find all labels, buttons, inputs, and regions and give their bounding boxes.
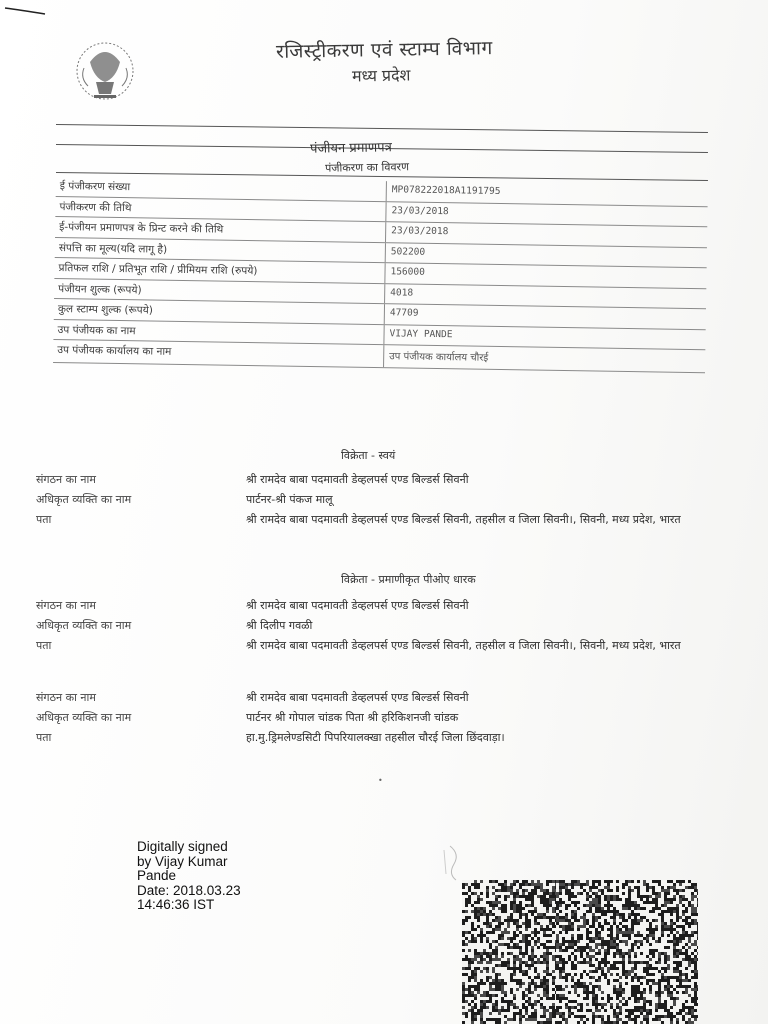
row-value: 502200 (390, 245, 426, 258)
row-label: पंजीकरण की तिथि (59, 200, 132, 214)
address-label: पता (36, 513, 52, 526)
party-heading: विक्रेता - प्रमाणीकृत पीओए धारक (341, 573, 476, 586)
registration-details-heading: पंजीकरण का विवरण (324, 160, 410, 175)
authorized-person-value: पार्टनर-श्री पंकज मालू (246, 493, 333, 506)
row-label: प्रतिफल राशि / प्रतिभूत राशि / प्रीमियम राशि (रुपये) (58, 262, 258, 278)
row-label: संपत्ति का मूल्य(यदि लागू है) (58, 241, 168, 256)
row-value: 23/03/2018 (391, 204, 449, 217)
authorized-person-value: पार्टनर श्री गोपाल चांडक पिता श्री हरिकिशनजी चांडक (246, 711, 459, 724)
row-label: ई पंजीकरण संख्या (59, 180, 131, 194)
authorized-person-label: अधिकृत व्यक्ति का नाम (36, 493, 132, 506)
column-divider (385, 243, 386, 263)
row-label: ई-पंजीयन प्रमाणपत्र के प्रिन्ट करने की तिथि (59, 221, 224, 236)
row-value: 156000 (390, 266, 425, 278)
address-value: श्री रामदेव बाबा पदमावती डेव्हलपर्स एण्ड बिल्डर्स सिवनी, तहसील व जिला सिवनी।, सिवनी, मध्य प्रदेश, भारत (246, 639, 681, 652)
column-divider (386, 181, 387, 201)
column-divider (384, 263, 385, 283)
row-label: पंजीयन शुल्क (रूपये) (58, 282, 142, 296)
org-name-value: श्री रामदेव बाबा पदमावती डेव्हलपर्स एण्ड बिल्डर्स सिवनी (246, 473, 469, 486)
scan-mark (0, 0, 60, 20)
address-label: पता (36, 731, 52, 744)
row-value: 47709 (389, 307, 419, 319)
org-name-value: श्री रामदेव बाबा पदमावती डेव्हलपर्स एण्ड बिल्डर्स सिवनी (246, 599, 469, 612)
row-label: उप पंजीयक का नाम (57, 323, 136, 337)
qr-code-icon (556, 880, 698, 1024)
page-dot: • (378, 776, 383, 785)
authorized-person-value: श्री दिलीप गवळी (246, 619, 313, 632)
column-divider (385, 222, 386, 242)
row-value: उप पंजीयक कार्यालय चौरई (389, 351, 489, 364)
row-value: 4018 (390, 286, 414, 299)
signature-time: 14:46:36 IST (137, 897, 215, 912)
column-divider (383, 345, 384, 367)
column-divider (385, 202, 386, 222)
party-heading: विक्रेता - स्वयं (341, 449, 396, 462)
column-divider (384, 284, 385, 304)
department-title: रजिस्ट्रीकरण एवं स्टाम्प विभाग (275, 37, 493, 63)
row-value: MP078222018A1191795 (391, 184, 501, 197)
row-value: 23/03/2018 (391, 225, 449, 238)
org-name-label: संगठन का नाम (36, 473, 96, 486)
address-value: श्री रामदेव बाबा पदमावती डेव्हलपर्स एण्ड बिल्डर्स सिवनी, तहसील व जिला सिवनी।, सिवनी, मध्य प्रदेश, भारत (246, 513, 681, 526)
org-name-label: संगठन का नाम (36, 599, 96, 612)
column-divider (383, 325, 384, 345)
org-name-label: संगठन का नाम (36, 691, 96, 704)
authorized-person-label: अधिकृत व्यक्ति का नाम (36, 711, 132, 724)
row-label: उप पंजीयक कार्यालय का नाम (57, 344, 172, 358)
signature-line: Digitally signed (137, 839, 228, 854)
digital-signature (137, 840, 241, 913)
certificate-title: पंजीयन प्रमाणपत्र (309, 140, 392, 157)
org-name-value: श्री रामदेव बाबा पदमावती डेव्हलपर्स एण्ड बिल्डर्स सिवनी (246, 691, 469, 704)
registration-table (53, 176, 708, 373)
faint-seal-icon (436, 844, 466, 882)
row-label: कुल स्टाम्प शुल्क (रूपये) (57, 303, 153, 317)
address-label: पता (36, 639, 52, 652)
address-value: हा.मु.ड्रिमलेण्डसिटी पिपरियालक्खा तहसील चौरई जिला छिंदवाड़ा। (246, 731, 505, 744)
authorized-person-label: अधिकृत व्यक्ति का नाम (36, 619, 132, 632)
signature-date: Date: 2018.03.23 (137, 882, 241, 898)
department-state: मध्य प्रदेश (351, 65, 411, 86)
state-emblem-icon (66, 38, 144, 104)
column-divider (384, 304, 385, 324)
row-value: VIJAY PANDE (389, 327, 453, 340)
divider (56, 124, 708, 133)
signature-line: by Vijay Kumar (137, 853, 228, 869)
signature-line: Pande (137, 868, 177, 883)
